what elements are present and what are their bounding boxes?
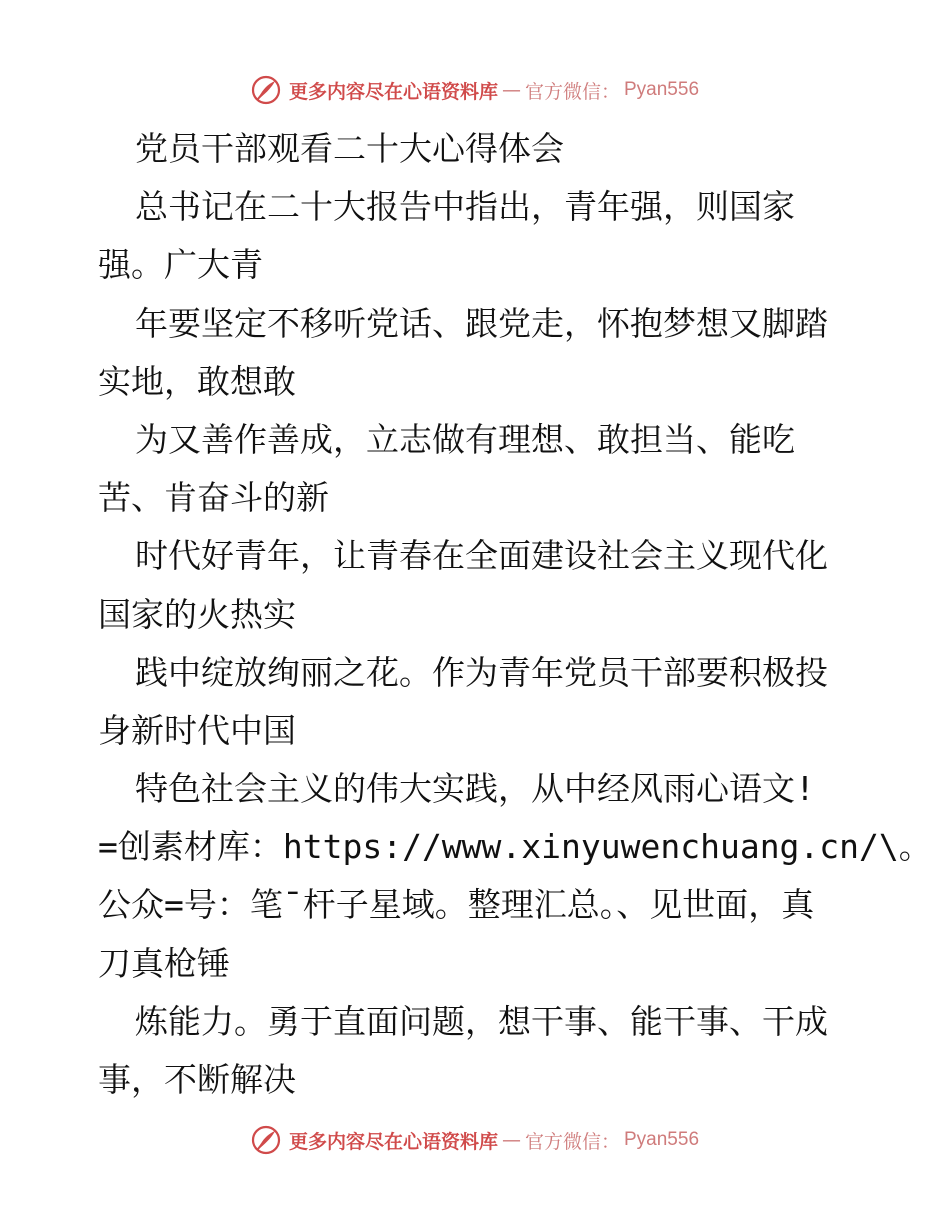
text-line: 特色社会主义的伟大实践，从中经风雨心语文! xyxy=(135,769,815,809)
text-line: 践中绽放绚丽之花。作为青年党员干部要积极投 xyxy=(135,652,828,692)
text-line: 事，不断解决 xyxy=(98,1060,296,1099)
document-title: 党员干部观看二十大心得体会 xyxy=(135,129,564,168)
text-line: 时代好青年，让青春在全面建设社会主义现代化 xyxy=(135,536,828,576)
text-line: =创素材库：https://www.xinyuwenchuang.cn/\。 xyxy=(98,827,932,867)
text-line: 总书记在二十大报告中指出，青年强，则国家 xyxy=(135,187,795,227)
watermark-dash: — xyxy=(501,1129,521,1151)
header-watermark xyxy=(0,70,950,110)
watermark-wechat-id: Pyan556 xyxy=(624,79,700,100)
text-line: 刀真枪锤 xyxy=(98,943,230,983)
text-line: 为又善作善成，立志做有理想、敢担当、能吃 xyxy=(135,419,795,459)
feather-pen-logo-icon xyxy=(251,75,281,105)
document-body xyxy=(98,120,932,1109)
text-line: 强。广大青 xyxy=(98,245,263,285)
text-line: 公众=号：笔¯杆子星域。整理汇总。、见世面，真 xyxy=(98,885,815,925)
text-line: 炼能力。勇于直面问题，想干事、能干事、干成 xyxy=(135,1001,828,1041)
watermark-main-text: 更多内容尽在心语资料库 xyxy=(288,80,498,103)
watermark-dash: — xyxy=(501,79,521,101)
text-line: 实地，敢想敢 xyxy=(98,361,296,401)
text-line: 年要坚定不移听党话、跟党走，怀抱梦想又脚踏 xyxy=(135,303,828,343)
text-line: 苦、肯奋斗的新 xyxy=(98,478,329,518)
feather-pen-logo-icon xyxy=(251,1125,281,1155)
footer-watermark xyxy=(0,1120,950,1160)
watermark-wechat-id: Pyan556 xyxy=(624,1129,700,1150)
text-line: 身新时代中国 xyxy=(98,710,296,750)
watermark-wechat-label: 官方微信： xyxy=(524,1130,620,1153)
watermark-main-text: 更多内容尽在心语资料库 xyxy=(288,1130,498,1153)
text-line: 国家的火热实 xyxy=(98,594,296,634)
watermark-wechat-label: 官方微信： xyxy=(524,80,620,103)
